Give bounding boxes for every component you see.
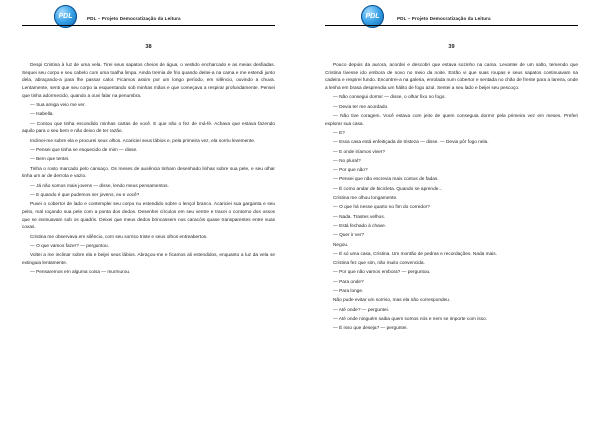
page-header [325,0,578,32]
paragraph: — E? [333,131,345,136]
paragraph: — Pensei que não escrevia mais contos de fadas. [333,177,439,183]
header-title: PDL – Projeto Democratização da Leitura [397,16,491,21]
paragraph: — O que há nesse quarto no fim do corredor? [333,205,430,211]
paragraph: — No plural? [333,158,361,164]
header-title: PDL – Projeto Democratização da Leitura [87,16,181,21]
page-number: 39 [448,44,455,50]
paragraph: Voltei a me inclinar sobre ela e beijei seus lábios. Abraçou-me e ficamos ali estendidos, enquanto a luz da vela se extinguia lentamente. [22,253,275,266]
paragraph: — Por que não? [333,168,368,174]
paragraph: — Está fechado à chave. [333,223,387,229]
paragraph: — Contou que tinha escondido minhas cartas de você. E que não o fez de má-fé. Achava que estava fazendo aquilo para o seu bem e não deixo de ter razão. [22,121,275,135]
paragraph: Despi Cristina à luz de uma vela. Tirei seus sapatos cheios de água, o vestido encharcado e as meias desfiadas. Sequei seu corpo e seu cabelo com uma toalha limpa. Ainda tremia de frio quando deitei-a na cama e me estendi junto dela, abraçando-a para lhe passar calor. Ficamos assim por um longo período, em silêncio, ouvindo a chuva. Lentamente, senti que seu corpo ia esquentando sob minhas mãos e que começava a respirar profundamente. Pensei que tinha adormecido, quando a ouvi falar na penumbra. [22,63,275,99]
page-header [22,0,275,32]
page-body [22,62,275,277]
page-number: 38 [145,44,152,50]
paragraph: Pouco depois da aurora, acordei e descobri que estava sozinho na cama. Levantei de um salto, temendo que Cristina tivesse ido embora de novo no meio da noite. Então vi que suas roupas e seus sapatos continuavam na cadeira e respirei fundo. Encontrei-a na galeria, enrolada num cobertor e sentada no chão de frente para a lareira, onde a lenha em brasa desprendia um hálito de fogo azul. Sentei a seu lado e beijei seu pescoço. [325,63,578,92]
paragraph: — Essa casa está enfeitiçada de tristeza — disse. — Devia pôr fogo nela. [333,140,489,146]
pdl-logo-icon: PDL [361,5,384,28]
paragraph: Tinha o rosto marcado pelo cansaço. Os meses de ausência tinham desenhado linhas sobre sua pele, e seu olhar tinha um ar de derrota e vazio. [22,166,275,180]
page-body [325,62,578,333]
header-rule [325,25,578,26]
paragraph: — O que vamos fazer? — perguntou. [30,243,109,249]
paragraph: — É isso que deseja? — perguntei. [333,326,408,332]
paragraph: — Não consegui dormir — disse, o olhar fixo no fogo. [333,95,446,101]
paragraph: — Sua amiga veio me ver. [30,103,86,109]
paragraph: — Para longe. [333,289,364,295]
paragraph: — Devia ter me acordado. [333,104,389,110]
paragraph: Cristina fez que sim, não muito convencida. [333,261,425,267]
paragraph: — Pensaremos em alguma coisa — murmurou. [30,270,131,276]
paragraph: — Já não somos mais jovens — disse, lendo meus pensamentos. [30,183,169,189]
paragraph: Cristina me olhou longamente. [333,196,398,202]
paragraph: — Nada. Trastes velhos. [333,214,386,220]
paragraph: Inclinei-me sobre ela e procurei seus olhos. Acariciei seus lábios e, pela primeira vez, ela sorriu levemente. [30,138,256,144]
paragraph: — Até onde? — perguntei. [333,307,389,313]
paragraph: — Pensei que tinha se esquecido de mim — disse. [30,148,138,153]
paragraph: — É como andar de bicicleta. Quando se aprende... [333,186,443,192]
paragraph: — Bem que tentei. [30,157,70,163]
paragraph: — Quer ir ver? [333,233,365,239]
header-rule [22,25,275,26]
paragraph: — Isabella. [30,112,54,118]
paragraph: Cristina me observava em silêncio, com seu sorriso triste e seus olhos entreabertos. [30,234,208,240]
right-page [300,0,600,424]
paragraph: Não pude evitar um sorriso, mas ela não correspondeu. [333,298,451,304]
paragraph: — Não tive coragem. Você estava com jeito de quem conseguia dormir pela primeira vez em meses. Preferi explorar sua casa. [325,114,578,127]
paragraph: — Por que não vamos embora? — perguntou. [333,270,431,276]
paragraph: Puxei o cobertor de lado e contemplei seu corpo nu estendido sobre o lençol branco. Acariciei sua garganta e seu peito, mal roçando sua pele com a ponta dos dedos. Desenhei círculos em seu ventre e tracei o contorno dos ossos que se insinuavam sob os quadris. Deixei que meus dedos brincassem nos caracóis quase transparentes entre suas coxas. [22,202,275,231]
pdl-logo-icon: PDL [54,5,77,28]
paragraph: — Para onde? [333,279,364,285]
paragraph: — Até onde ninguém saiba quem somos nós e nem se importe com isso. [333,316,487,322]
paragraph: — É só uma casa, Cristina. Um montão de pedras e recordações. Nada mais. [333,251,497,257]
paragraph: — E quando é que pudemos ser jovens, eu e você? [30,192,140,198]
paragraph: Negou. [333,242,349,248]
paragraph: — E onde iríamos viver? [333,149,386,155]
